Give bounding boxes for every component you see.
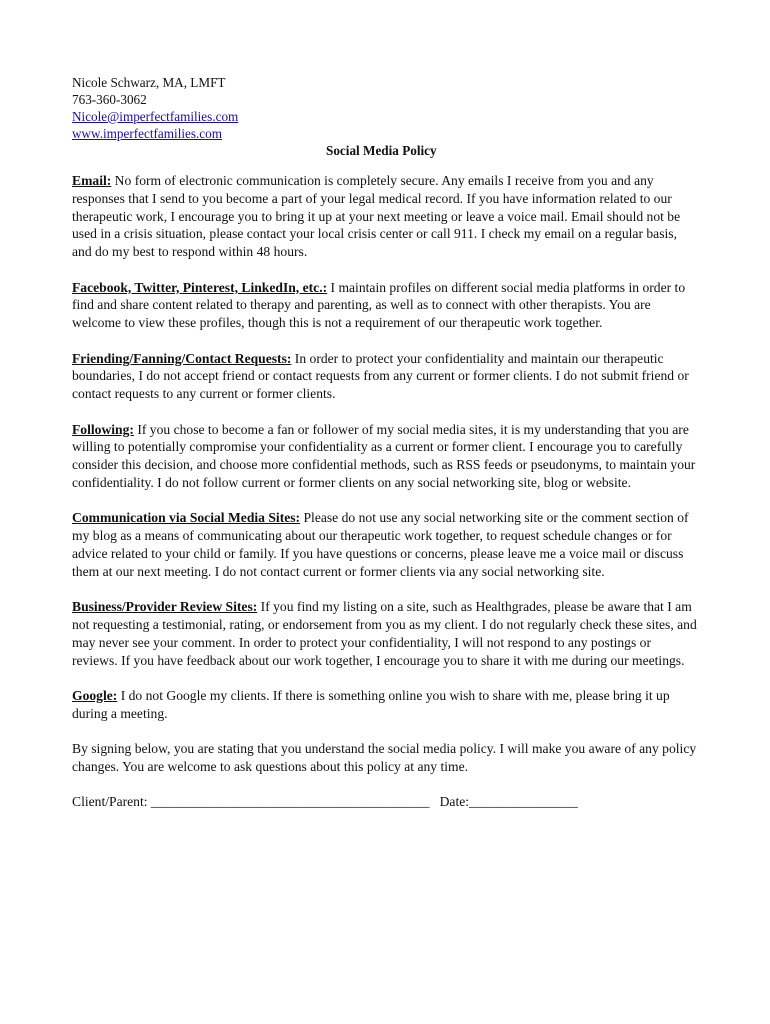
section-communication — [72, 509, 698, 580]
section-following — [72, 421, 698, 492]
date-signature-line[interactable]: ________________ — [469, 794, 578, 810]
section-heading: Facebook, Twitter, Pinterest, LinkedIn, etc.: — [72, 279, 328, 295]
client-signature-line[interactable]: _________________________________________ — [150, 794, 430, 810]
email-link[interactable]: Nicole@imperfectfamilies.com — [72, 109, 239, 124]
signature-row — [72, 793, 698, 811]
section-heading: Following: — [72, 421, 134, 437]
date-label: Date: — [439, 794, 470, 810]
closing-statement: By signing below, you are stating that you understand the social media policy. I will make you aware of any policy changes. You are welcome to ask questions about this policy at any time. — [72, 741, 697, 774]
section-body: No form of electronic communication is completely secure. Any emails I receive from you and any responses that I send to you become a part of your legal medical record. If you have information related to our therapeutic work, I encourage you to bring it up at your next meeting or leave a voice mail. Email should not be used in a crisis situation, please contact your local crisis center or call 911. I check my email on a regular basis, and do my best to respond within 48 hours. — [72, 173, 681, 260]
document-page — [72, 74, 698, 811]
section-social-platforms — [72, 279, 698, 332]
section-review-sites — [72, 598, 698, 669]
therapist-name: Nicole Schwarz, MA, LMFT — [72, 75, 226, 90]
section-heading: Communication via Social Media Sites: — [72, 510, 301, 526]
section-google — [72, 687, 698, 723]
section-body: I maintain profiles on different social media platforms in order to find and share content related to therapy and parenting, as well as to connect with other therapists. You are welcome to view these profiles, though this is not a requirement of our therapeutic work together. — [72, 279, 686, 331]
section-friending — [72, 350, 698, 403]
section-body: If you chose to become a fan or follower of my social media sites, it is my understanding that you are willing to potentially compromise your confidentiality as a current or former client. I encourage you to carefully consider this decision, and choose more confidential methods, such as RSS feeds or pseudonyms, to maintain your confidentiality. I do not follow current or former clients on any social networking site, blog or website. — [72, 421, 696, 490]
client-parent-label: Client/Parent: — [72, 794, 151, 810]
section-email — [72, 172, 698, 261]
section-heading: Friending/Fanning/Contact Requests: — [72, 350, 292, 366]
section-heading: Google: — [72, 687, 118, 703]
section-body: In order to protect your confidentiality and maintain our therapeutic boundaries, I do not accept friend or contact requests from any current or former clients. I do not submit friend or contact requests to any current or former clients. — [72, 350, 689, 402]
section-heading: Email: — [72, 173, 112, 188]
phone-number: 763-360-3062 — [72, 92, 147, 107]
website-link[interactable]: www.imperfectfamilies.com — [72, 126, 223, 141]
section-body: If you find my listing on a site, such as Healthgrades, please be aware that I am not requesting a testimonial, rating, or endorsement from you as my client. I do not regularly check these sites, and may never see your comment. In order to protect your confidentiality, I will not respond to any postings or reviews. If you have feedback about our work together, I encourage you to share it with me during our meetings. — [72, 599, 697, 668]
section-body: I do not Google my clients. If there is something online you wish to share with me, please bring it up during a meeting. — [72, 687, 670, 721]
document-title: Social Media Policy — [326, 143, 437, 158]
section-body: Please do not use any social networking site or the comment section of my blog as a means of communicating about our therapeutic work together, to request schedule changes or for advice related to your child or family. If you have questions or concerns, please leave me a voice mail or discuss them at our next meeting. I do not contact current or former clients via any social networking site. — [72, 510, 689, 579]
section-heading: Business/Provider Review Sites: — [72, 599, 258, 615]
